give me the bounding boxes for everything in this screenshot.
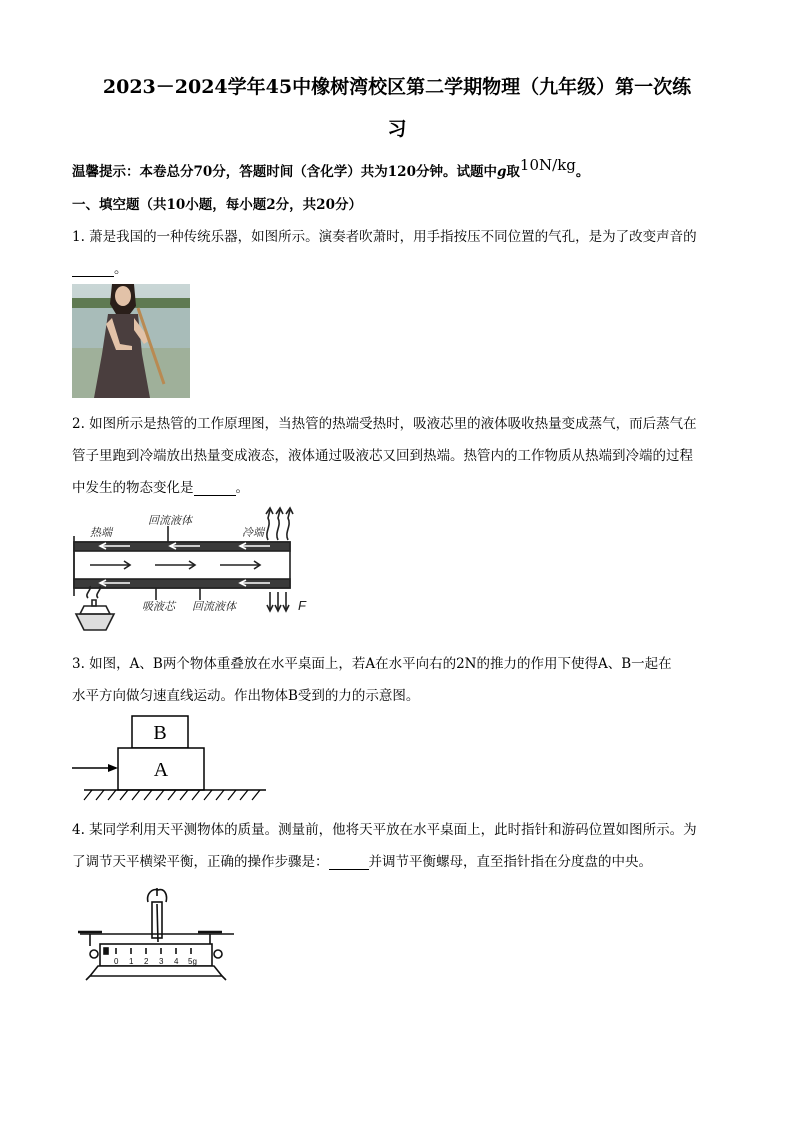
q3-line2: 水平方向做匀速直线运动。作出物体B受到的力的示意图。 — [72, 688, 420, 704]
scale-mark-3: 3 — [159, 957, 164, 966]
q4-line2 — [72, 850, 652, 870]
scale-mark-5g: 5g — [188, 957, 197, 966]
q2-line3 — [72, 476, 249, 496]
page-title-line1: 2023－2024学年45中橡树湾校区第二学期物理（九年级）第一次练 — [102, 76, 692, 98]
q1-line1: 1. 萧是我国的一种传统乐器，如图所示。演奏者吹萧时，用手指按压不同位置的气孔，是为了改变声音的 — [72, 229, 697, 245]
label-A: A — [153, 759, 169, 781]
label-cold-end: 冷端 — [242, 527, 264, 539]
scale-mark-2: 2 — [144, 957, 149, 966]
blocks-diagram — [70, 708, 280, 804]
label-return-top: 回流液体 — [148, 515, 192, 527]
scale-mark-0: 0 — [114, 957, 119, 966]
q1-answer-blank[interactable] — [72, 262, 114, 277]
q1-line2 — [72, 257, 128, 277]
heat-pipe-diagram — [70, 506, 320, 634]
label-force-F: F — [298, 598, 306, 613]
q2-line1: 2. 如图所示是热管的工作原理图，当热管的热端受热时，吸液芯里的液体吸收热量变成蒸气，而后蒸气在 — [72, 416, 697, 432]
scale-mark-1: 1 — [129, 957, 134, 966]
label-wick: 吸液芯 — [142, 601, 175, 613]
scale-mark-4: 4 — [174, 957, 179, 966]
q4-line2-end: 并调节平衡螺母，直至指针指在分度盘的中央。 — [368, 854, 652, 870]
label-hot-end: 热端 — [90, 527, 112, 539]
label-return-bottom: 回流液体 — [192, 601, 236, 613]
q2-line3-end: 。 — [235, 480, 249, 496]
notice-text — [72, 156, 590, 180]
xiao-player-photo — [72, 284, 190, 398]
q4-line1: 4. 某同学利用天平测物体的质量。测量前，他将天平放在水平桌面上，此时指针和游码位置如图所示。为 — [72, 822, 697, 838]
page-title-line2: 习 — [387, 118, 407, 140]
notice-value: 10N/kg — [519, 156, 576, 174]
section-heading: 一、填空题（共10小题，每小题2分，共20分） — [72, 197, 362, 213]
label-B: B — [153, 722, 167, 744]
notice-g: g — [496, 164, 507, 180]
q1-line2-end: 。 — [114, 261, 128, 277]
q2-answer-blank[interactable] — [194, 481, 236, 496]
q2-line3-start: 中发生的物态变化是 — [72, 480, 194, 496]
notice-mid: 取 — [506, 164, 520, 180]
balance-scale-diagram — [72, 884, 248, 984]
q4-answer-blank[interactable] — [329, 855, 369, 870]
notice-prefix: 温馨提示：本卷总分70分，答题时间（含化学）共为120分钟。试题中 — [72, 164, 497, 180]
notice-end: 。 — [575, 164, 590, 180]
q4-line2-start: 了调节天平横梁平衡，正确的操作步骤是： — [72, 854, 329, 870]
q2-line2: 管子里跑到冷端放出热量变成液态，液体通过吸液芯又回到热端。热管内的工作物质从热端到冷端的过程 — [72, 448, 693, 464]
q3-line1: 3. 如图，A、B两个物体重叠放在水平桌面上，若A在水平向右的2N的推力的作用下使得A、B一起在 — [72, 656, 672, 672]
